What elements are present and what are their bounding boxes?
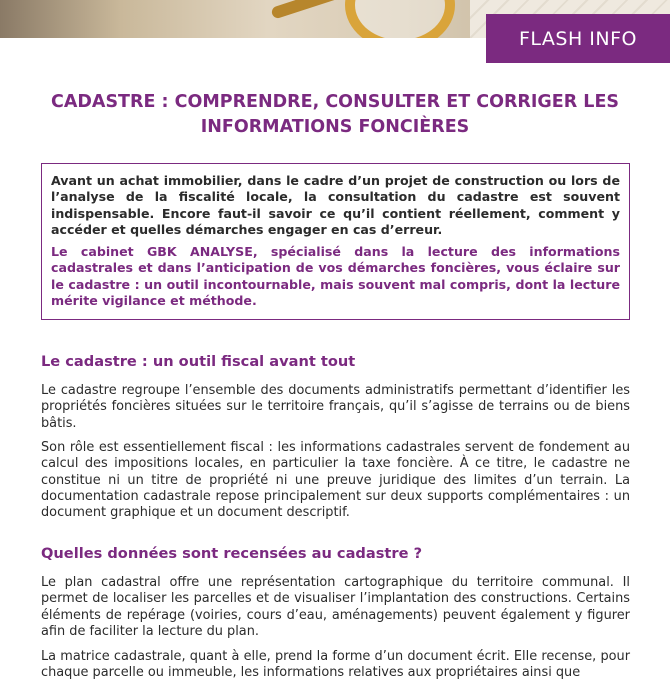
page-title: CADASTRE : COMPRENDRE, CONSULTER ET CORRIGER LES INFORMATIONS FONCIÈRES [51, 92, 619, 137]
section2-paragraph-1: Le plan cadastral offre une représentation cartographique du territoire communal. Il permet de localiser les parcelles et de visualiser l’implantation des constructions. Certains éléments de repérage (voiries, cours d’eau, aménagements) peuvent également y figurer afin de faciliter la lecture du plan. [41, 575, 630, 639]
intro-paragraph: Avant un achat immobilier, dans le cadre d’un projet de construction ou lors de l’analyse de la fiscalité locale, la consultation du cadastre est souvent indispensable. Encore faut-il savoir ce qu’il contient réellement, comment y accéder et quelles démarches engager en cas d’erreur. [51, 173, 620, 237]
intro-highlight: Le cabinet GBK ANALYSE, spécialisé dans la lecture des informations cadastrales et dans l’anticipation de vos démarches foncières, vous éclaire sur le cadastre : un outil incontournable, mais souvent mal compris, dont la lecture mérite vigilance et méthode. [51, 244, 620, 309]
section2-paragraph-2: La matrice cadastrale, quant à elle, prend la forme d’un document écrit. Elle recense, pour chaque parcelle ou immeuble, les informations relatives aux propriétaires ainsi que [41, 649, 630, 681]
flash-info-badge: FLASH INFO [486, 14, 670, 63]
section1-paragraph-2: Son rôle est essentiellement fiscal : les informations cadastrales servent de fondement au calcul des impositions locales, en particulier la taxe foncière. À ce titre, le cadastre ne constitue ni un titre de propriété ni une preuve juridique des limites d’un terrain. La documentation cadastrale repose principalement sur deux supports complémentaires : un document graphique et un document descriptif. [41, 440, 630, 521]
section1-paragraph-1: Le cadastre regroupe l’ensemble des documents administratifs permettant d’identifier les propriétés foncières situées sur le territoire français, qu’il s’agisse de terrains ou de biens bâtis. [41, 383, 630, 431]
section-heading-cadastre-fiscal: Le cadastre : un outil fiscal avant tout [41, 353, 356, 370]
section-heading-donnees: Quelles données sont recensées au cadastre ? [41, 545, 423, 562]
magnifier-lens [345, 0, 455, 38]
intro-box [41, 163, 630, 320]
